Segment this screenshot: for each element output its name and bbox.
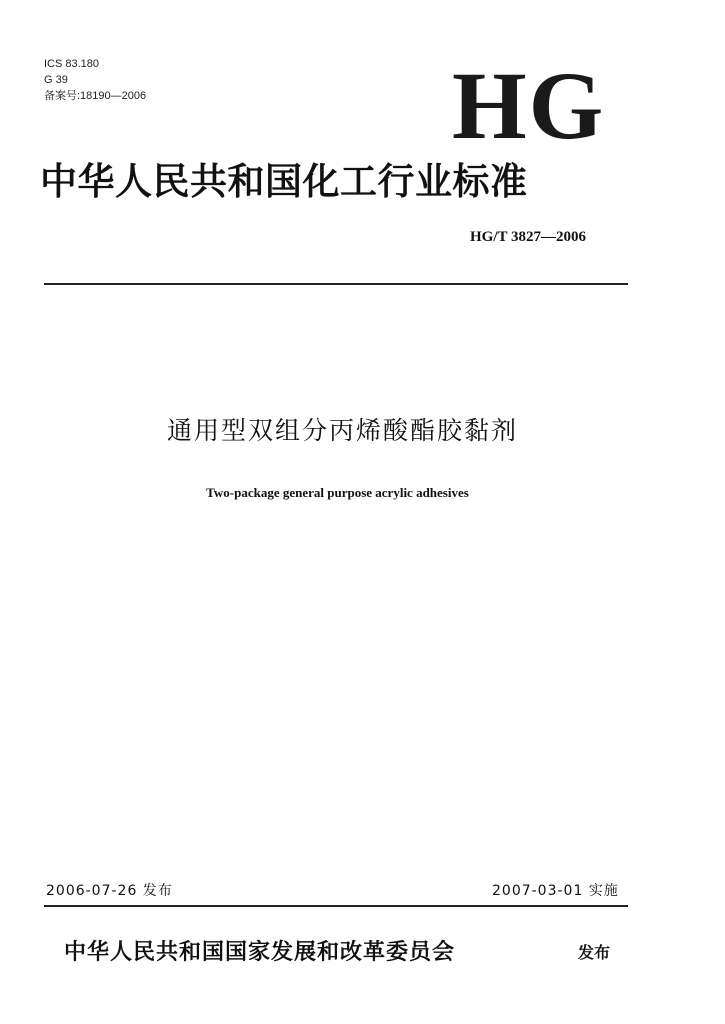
issue-date: 2006-07-26 发布 bbox=[46, 883, 173, 899]
issuing-action: 发布 bbox=[578, 943, 611, 962]
standard-number: HG/T 3827—2006 bbox=[470, 229, 586, 245]
ccs-code: G 39 bbox=[44, 74, 68, 86]
document-subtitle-english: Two-package general purpose acrylic adhesives bbox=[206, 485, 469, 500]
classification-block bbox=[44, 56, 146, 104]
standard-category-title: 中华人民共和国化工行业标准 bbox=[40, 160, 528, 203]
hg-logo: HG bbox=[452, 52, 606, 159]
issuing-authority: 中华人民共和国国家发展和改革委员会 bbox=[64, 940, 456, 965]
bottom-divider bbox=[44, 905, 628, 907]
ics-code: ICS 83.180 bbox=[44, 58, 100, 70]
effective-date: 2007-03-01 实施 bbox=[492, 883, 619, 899]
record-number: 备案号:18190—2006 bbox=[44, 90, 147, 102]
top-divider bbox=[44, 283, 628, 285]
document-title: 通用型双组分丙烯酸酯胶黏剂 bbox=[166, 416, 518, 445]
